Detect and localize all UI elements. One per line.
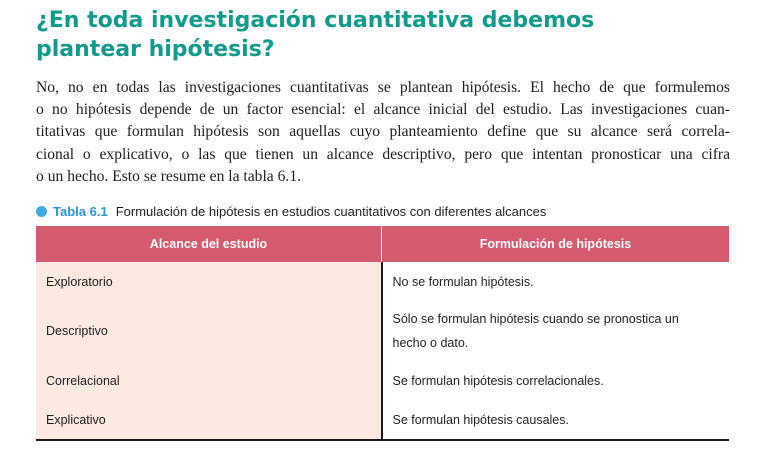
paragraph-line: titativas que formulan hipótesis son aquellas cuyo planteamiento define que su alcance será correla- [36, 123, 730, 141]
table-caption-label: Tabla 6.1 [53, 204, 108, 219]
hypothesis-cell: Se formulan hipótesis causales. [382, 400, 730, 440]
table-caption [36, 203, 736, 221]
hypothesis-cell-line-1: Sólo se formulan hipótesis cuando se pronostica un [392, 312, 679, 326]
hypothesis-cell: No se formulan hipótesis. [382, 262, 730, 301]
paragraph-line: cional o explicativo, o las que tienen un alcance descriptivo, pero que intentan pronosticar una cifra [36, 145, 730, 163]
hypothesis-cell-line-2: hecho o dato. [392, 336, 469, 350]
paragraph-line: No, no en todas las investigaciones cuantitativas se plantean hipótesis. El hecho de que formulemos [36, 79, 730, 96]
table-caption-text: Formulación de hipótesis en estudios cuantitativos con diferentes alcances [115, 204, 547, 219]
hypothesis-cell: Se formulan hipótesis correlacionales. [382, 361, 730, 400]
table-row [36, 400, 729, 440]
page-title-line-1: ¿En toda investigación cuantitativa debemos [36, 8, 595, 33]
hypothesis-table [36, 226, 729, 441]
table-row [36, 301, 729, 361]
column-header-scope: Alcance del estudio [36, 226, 382, 262]
paragraph-line: o un hecho. Esto se resume en la tabla 6.1. [36, 167, 302, 185]
scope-cell: Correlacional [36, 361, 382, 400]
column-header-hypothesis: Formulación de hipótesis [382, 226, 730, 262]
body-paragraph [36, 77, 730, 188]
scope-cell: Descriptivo [36, 301, 382, 361]
bullet-dot-icon [36, 206, 47, 217]
table-row [36, 361, 729, 400]
hypothesis-cell [382, 301, 730, 361]
page-title [36, 6, 736, 64]
table-header-row [36, 226, 729, 262]
page-title-line-2: plantear hipótesis? [36, 37, 275, 62]
paragraph-line: o no hipótesis depende de un factor esencial: el alcance inicial del estudio. Las investigaciones cuan- [36, 101, 730, 119]
scope-cell: Exploratorio [36, 262, 382, 301]
scope-cell: Explicativo [36, 400, 382, 440]
table-row [36, 262, 729, 301]
